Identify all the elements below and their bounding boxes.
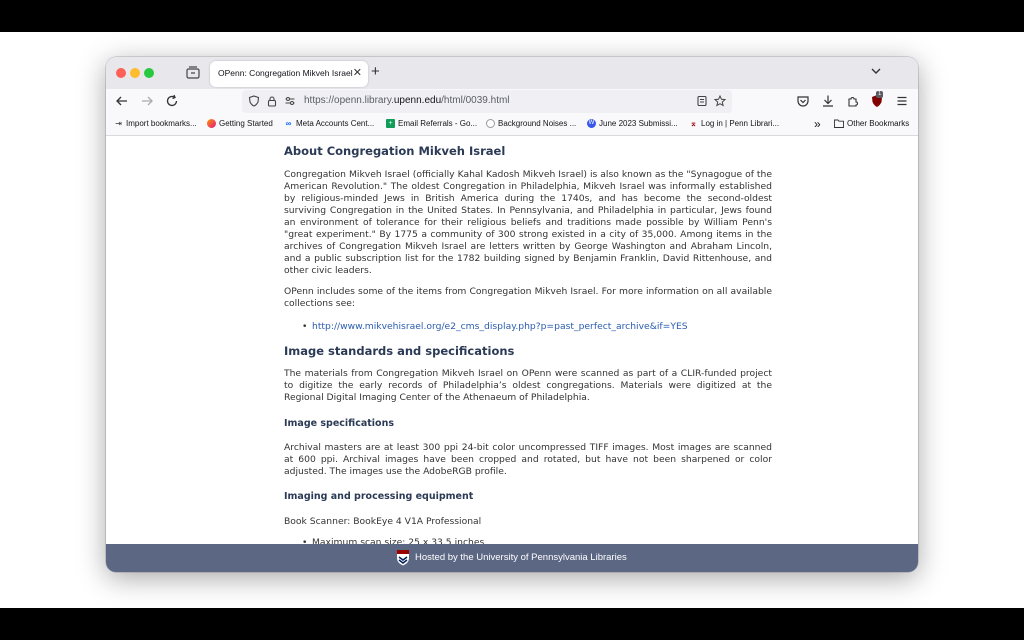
bookmark-label: Import bookmarks... — [126, 119, 197, 128]
url-bar[interactable] — [242, 90, 732, 113]
url-text[interactable] — [304, 95, 510, 106]
extension-badge: 1 — [878, 91, 882, 97]
bookmark-import[interactable] — [114, 119, 197, 128]
browser-window — [106, 57, 918, 572]
page-footer — [106, 544, 918, 572]
about-paragraph: Congregation Mikveh Israel (officially Kahal Kadosh Mikveh Israel) is also known as the "Synagogue of the American Revolution." The oldest Congregation in Philadelphia, Mikveh Israel was informally established by religious-minded Jews in British America during the 1740s, and has become the second-oldest surviving Congregation in the United States. In Pennsylvania, and Philadelphia in particular, Jews found an environment of tolerance for their religious beliefs and traditions made possible by William Penn's "great experiment." By 1775 a community of 300 strong existed in a city of 35,000. Among items in the archives of Congregation Mikveh Israel are letters written by George Washington and Abraham Lincoln, and a public subscription list for the 1782 building signed by Benjamin Franklin, David Rittenhouse, and other civic leaders. — [284, 169, 772, 276]
equipment-heading: Imaging and processing equipment — [284, 491, 474, 502]
openn-paragraph: OPenn includes some of the items from Congregation Mikveh Israel. For more information on all available collections see: — [284, 286, 772, 309]
bookmark-label: Background Noises ... — [498, 119, 577, 128]
tab-strip — [106, 57, 918, 89]
new-tab-button[interactable]: + — [371, 63, 380, 80]
specs-heading: Image specifications — [284, 418, 395, 429]
bookmark-getting-started[interactable] — [207, 119, 273, 128]
collection-link[interactable]: http://www.mikvehisrael.org/e2_cms_display.php?p=past_perfect_archive&if=YES — [312, 321, 688, 332]
import-icon: ⇥ — [115, 119, 122, 128]
bookmark-june-submissions[interactable] — [587, 119, 678, 128]
bookmarks-bar — [106, 114, 918, 136]
bookmark-star-icon[interactable] — [714, 95, 726, 107]
forward-arrow-icon[interactable] — [140, 94, 154, 108]
page-content — [106, 136, 918, 544]
bookmark-penn-libraries[interactable] — [689, 119, 779, 128]
standards-paragraph: The materials from Congregation Mikveh Israel on OPenn were scanned as part of a CLIR-funded project to digitize the early records of Philadelphia’s oldest congregations. Materials were digitized at the Regional Digital Imaging Center of the Athenaeum of Philadelphia. — [284, 368, 772, 403]
reload-icon[interactable] — [165, 94, 179, 108]
lock-icon[interactable] — [266, 95, 278, 107]
bookmark-email-referrals[interactable] — [386, 119, 477, 128]
sheets-icon: + — [386, 119, 395, 128]
folder-icon — [834, 119, 844, 128]
other-bookmarks-label: Other Bookmarks — [847, 119, 910, 128]
meta-icon: ∞ — [285, 119, 292, 128]
bookmark-label: Log in | Penn Librari... — [701, 119, 780, 128]
tab-overview-icon[interactable] — [186, 66, 200, 79]
navigation-bar — [106, 89, 918, 114]
scanner-line: Book Scanner: BookEye 4 V1A Professional — [284, 516, 482, 527]
downloads-icon[interactable] — [821, 94, 835, 108]
specs-paragraph: Archival masters are at least 300 ppi 24-bit color uncompressed TIFF images. Most images are scanned at 600 ppi. Archival images have been cropped and rotated, but have not been sharpened or color adjusted. The images use the AdobeRGB profile. — [284, 442, 772, 477]
permissions-icon[interactable] — [284, 95, 296, 107]
extensions-icon[interactable] — [846, 94, 860, 108]
list-item — [312, 321, 688, 332]
tab-close-icon[interactable]: ✕ — [352, 67, 362, 79]
hamburger-menu-icon[interactable] — [895, 94, 909, 108]
bookmarks-overflow-button[interactable]: » — [814, 117, 821, 131]
about-heading: About Congregation Mikveh Israel — [284, 144, 506, 158]
chevron-down-icon[interactable] — [870, 65, 882, 77]
close-window-button[interactable] — [116, 68, 126, 78]
footer-text: Hosted by the University of Pennsylvania Libraries — [415, 552, 627, 563]
url-domain: upenn.edu — [393, 95, 442, 106]
tracking-protection-shield-icon[interactable] — [248, 95, 260, 107]
tab-title: OPenn: Congregation Mikveh Israel — [218, 68, 353, 78]
bookmark-label: Email Referrals - Go... — [398, 119, 478, 128]
bookmark-label: Getting Started — [219, 119, 273, 128]
standards-heading: Image standards and specifications — [284, 344, 515, 358]
firefox-icon — [207, 119, 216, 128]
penn-shield-icon — [396, 549, 410, 566]
noise-icon — [486, 119, 495, 128]
bookmark-label: Meta Accounts Cent... — [296, 119, 375, 128]
list-item: • Maximum scan size: 25 x 33.5 inches — [312, 537, 484, 544]
wordpress-icon: W — [588, 120, 595, 126]
reader-view-icon[interactable] — [696, 95, 708, 107]
penn-icon: ⌅ — [690, 119, 697, 128]
url-path: /html/0039.html — [441, 95, 510, 106]
back-arrow-icon[interactable] — [115, 94, 129, 108]
bookmark-meta-accounts[interactable] — [284, 119, 374, 128]
zoom-window-button[interactable] — [144, 68, 154, 78]
ublock-extension-icon[interactable] — [870, 91, 884, 108]
tab-active[interactable] — [210, 61, 368, 87]
other-bookmarks[interactable] — [834, 119, 909, 128]
url-prefix: https://openn.library. — [304, 95, 394, 106]
bookmark-label: June 2023 Submissi... — [599, 119, 678, 128]
bookmark-background-noises[interactable] — [486, 119, 576, 128]
pocket-icon[interactable] — [796, 94, 810, 108]
minimize-window-button[interactable] — [130, 68, 140, 78]
